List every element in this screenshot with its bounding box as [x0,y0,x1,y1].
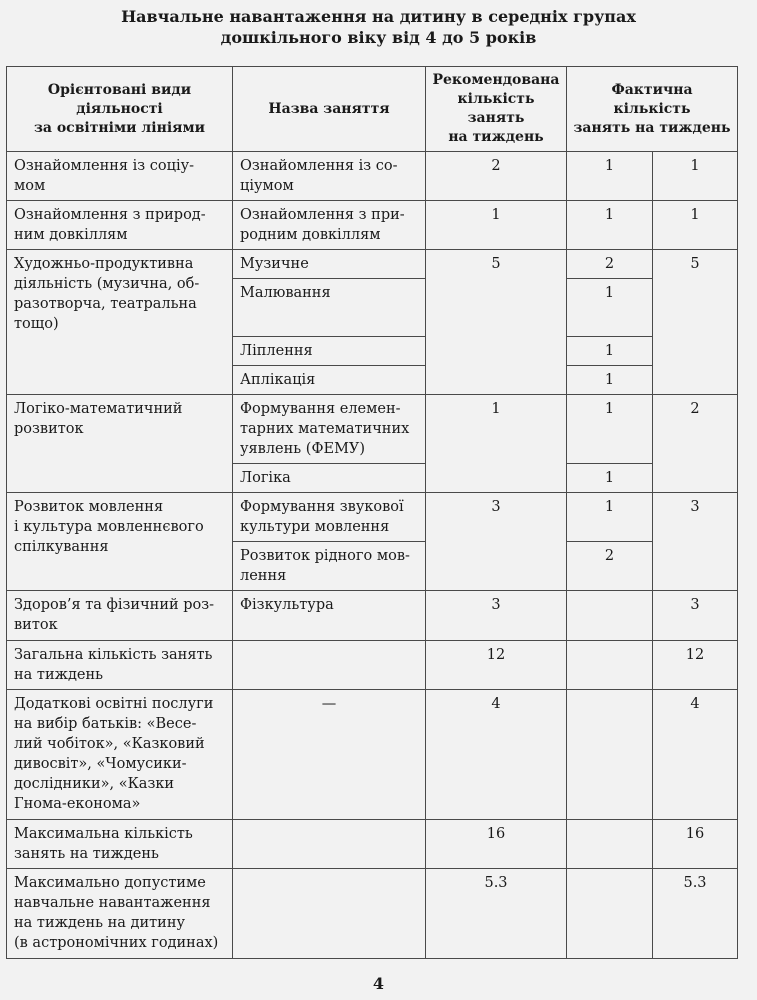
lesson-cell [233,869,426,959]
actual-lesson-cell: 1 [567,366,653,395]
header-lesson: Назва заняття [233,67,426,152]
table-row [7,395,738,464]
actual-total-cell: 1 [653,201,738,250]
actual-lesson-cell: 1 [567,337,653,366]
recommended-cell: 5 [426,250,567,395]
lesson-cell: — [233,690,426,820]
header-recommended: Рекомендована кількість занять на тиждень [426,67,567,152]
actual-total-cell: 5.3 [653,869,738,959]
actual-lesson-cell: 1 [567,279,653,337]
activity-cell: Логіко-математичний розвиток [7,395,233,493]
actual-lesson-cell: 1 [567,493,653,542]
activity-cell: Максимальна кількість занять на тиждень [7,820,233,869]
table-row [7,591,738,641]
lesson-cell: Музичне [233,250,426,279]
recommended-cell: 12 [426,641,567,690]
lesson-cell: Формування елемен- тарних математичних уявлень (ФЕМУ) [233,395,426,464]
table-row [7,493,738,542]
table-row [7,250,738,279]
header-actual: Фактична кількість занять на тиждень [567,67,738,152]
actual-lesson-cell: 1 [567,152,653,201]
actual-lesson-cell: 1 [567,201,653,250]
actual-lesson-cell [567,869,653,959]
lesson-cell: Малювання [233,279,426,337]
lesson-cell: Логіка [233,464,426,493]
activity-cell: Максимально допустиме навчальне навантаження на тиждень на дитину (в астрономічних годинах) [7,869,233,959]
actual-lesson-cell [567,591,653,641]
table-row [7,152,738,201]
page-number: 4 [372,974,385,993]
actual-total-cell: 12 [653,641,738,690]
actual-total-cell: 3 [653,591,738,641]
lesson-cell: Аплікація [233,366,426,395]
recommended-cell: 3 [426,591,567,641]
actual-total-cell: 1 [653,152,738,201]
actual-total-cell: 4 [653,690,738,820]
actual-total-cell: 16 [653,820,738,869]
lesson-cell [233,641,426,690]
recommended-cell: 3 [426,493,567,591]
table-row [7,690,738,820]
workload-table [6,66,738,959]
actual-total-cell: 5 [653,250,738,395]
actual-lesson-cell: 1 [567,395,653,464]
activity-cell: Здоров’я та фізичний роз- виток [7,591,233,641]
activity-cell: Додаткові освітні послуги на вибір батьків: «Весе- лий чобіток», «Казковий дивосвіт», «Чомусики- дослідники», «Казки Гнома-економа» [7,690,233,820]
recommended-cell: 5.3 [426,869,567,959]
lesson-cell: Ознайомлення з при- родним довкіллям [233,201,426,250]
recommended-cell: 1 [426,201,567,250]
lesson-cell: Ознайомлення із со- ціумом [233,152,426,201]
recommended-cell: 1 [426,395,567,493]
activity-cell: Художньо-продуктивна діяльність (музична, об- разотворча, театральна тощо) [7,250,233,395]
table-header-row [7,67,738,152]
table-row [7,201,738,250]
actual-lesson-cell [567,641,653,690]
activity-cell: Ознайомлення з природ- ним довкіллям [7,201,233,250]
actual-lesson-cell: 2 [567,250,653,279]
recommended-cell: 16 [426,820,567,869]
page-title [0,6,757,48]
lesson-cell: Фізкультура [233,591,426,641]
actual-lesson-cell: 2 [567,542,653,591]
actual-lesson-cell [567,820,653,869]
actual-lesson-cell [567,690,653,820]
header-activity: Орієнтовані види діяльності за освітніми лініями [7,67,233,152]
activity-cell: Ознайомлення із соціу- мом [7,152,233,201]
actual-lesson-cell: 1 [567,464,653,493]
title-line-1: Навчальне навантаження на дитину в середніх групах [121,7,636,26]
lesson-cell: Формування звукової культури мовлення [233,493,426,542]
title-line-2: дошкільного віку від 4 до 5 років [220,28,537,47]
lesson-cell: Розвиток рідного мов- лення [233,542,426,591]
table-row [7,820,738,869]
table-row [7,869,738,959]
recommended-cell: 2 [426,152,567,201]
recommended-cell: 4 [426,690,567,820]
actual-total-cell: 2 [653,395,738,493]
table-row [7,641,738,690]
activity-cell: Розвиток мовлення і культура мовленнєвого спілкування [7,493,233,591]
lesson-cell: Ліплення [233,337,426,366]
lesson-cell [233,820,426,869]
actual-total-cell: 3 [653,493,738,591]
activity-cell: Загальна кількість занять на тиждень [7,641,233,690]
